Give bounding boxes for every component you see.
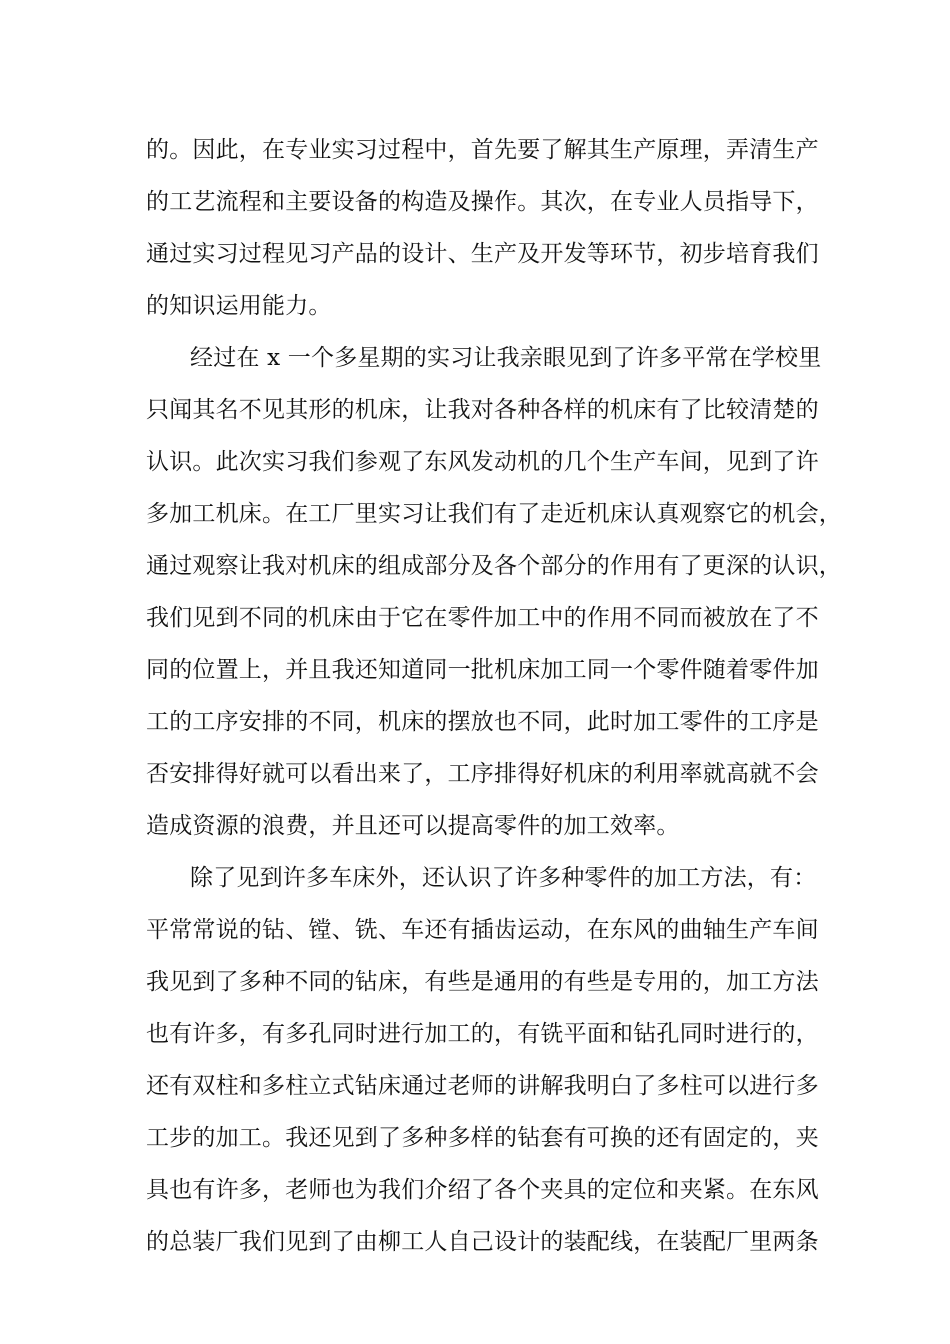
text-line: 具也有许多，老师也为我们介绍了各个夹具的定位和夹紧。在东风 <box>146 1177 819 1203</box>
paragraph-first-line: 除了见到许多车床外，还认识了许多种零件的加工方法，有： <box>190 865 817 891</box>
text-line: 的工艺流程和主要设备的构造及操作。其次，在专业人员指导下， <box>146 189 819 215</box>
text-line: 通过实习过程见习产品的设计、生产及开发等环节，初步培育我们 <box>146 241 819 267</box>
text-line: 工的工序安排的不同，机床的摆放也不同，此时加工零件的工序是 <box>146 709 819 735</box>
text-line: 通过观察让我对机床的组成部分及各个部分的作用有了更深的认识， <box>146 553 842 579</box>
text-line: 造成资源的浪费，并且还可以提高零件的加工效率。 <box>146 813 680 839</box>
text-line: 工步的加工。我还见到了多种多样的钻套有可换的还有固定的，夹 <box>146 1125 819 1151</box>
text-line: 只闻其名不见其形的机床，让我对各种各样的机床有了比较清楚的 <box>146 397 819 423</box>
text-line: 同的位置上，并且我还知道同一批机床加工同一个零件随着零件加 <box>146 657 819 683</box>
text-line: 否安排得好就可以看出来了，工序排得好机床的利用率就高就不会 <box>146 761 819 787</box>
paragraph-first-line: 经过在 x 一个多星期的实习让我亲眼见到了许多平常在学校里 <box>190 345 822 371</box>
text-line: 的知识运用能力。 <box>146 293 332 319</box>
text-line: 也有许多，有多孔同时进行加工的，有铣平面和钻孔同时进行的， <box>146 1021 819 1047</box>
text-line: 的。因此，在专业实习过程中，首先要了解其生产原理，弄清生产 <box>146 137 819 163</box>
text-line: 我们见到不同的机床由于它在零件加工中的作用不同而被放在了不 <box>146 605 819 631</box>
text-line: 多加工机床。在工厂里实习让我们有了走近机床认真观察它的机会， <box>146 501 842 527</box>
text-line: 认识。此次实习我们参观了东风发动机的几个生产车间，见到了许 <box>146 449 819 475</box>
text-line: 还有双柱和多柱立式钻床通过老师的讲解我明白了多柱可以进行多 <box>146 1073 819 1099</box>
text-line: 我见到了多种不同的钻床，有些是通用的有些是专用的，加工方法 <box>146 969 819 995</box>
text-line: 的总装厂我们见到了由柳工人自己设计的装配线，在装配厂里两条 <box>146 1229 819 1255</box>
text-line: 平常常说的钻、镗、铣、车还有插齿运动，在东风的曲轴生产车间 <box>146 917 819 943</box>
